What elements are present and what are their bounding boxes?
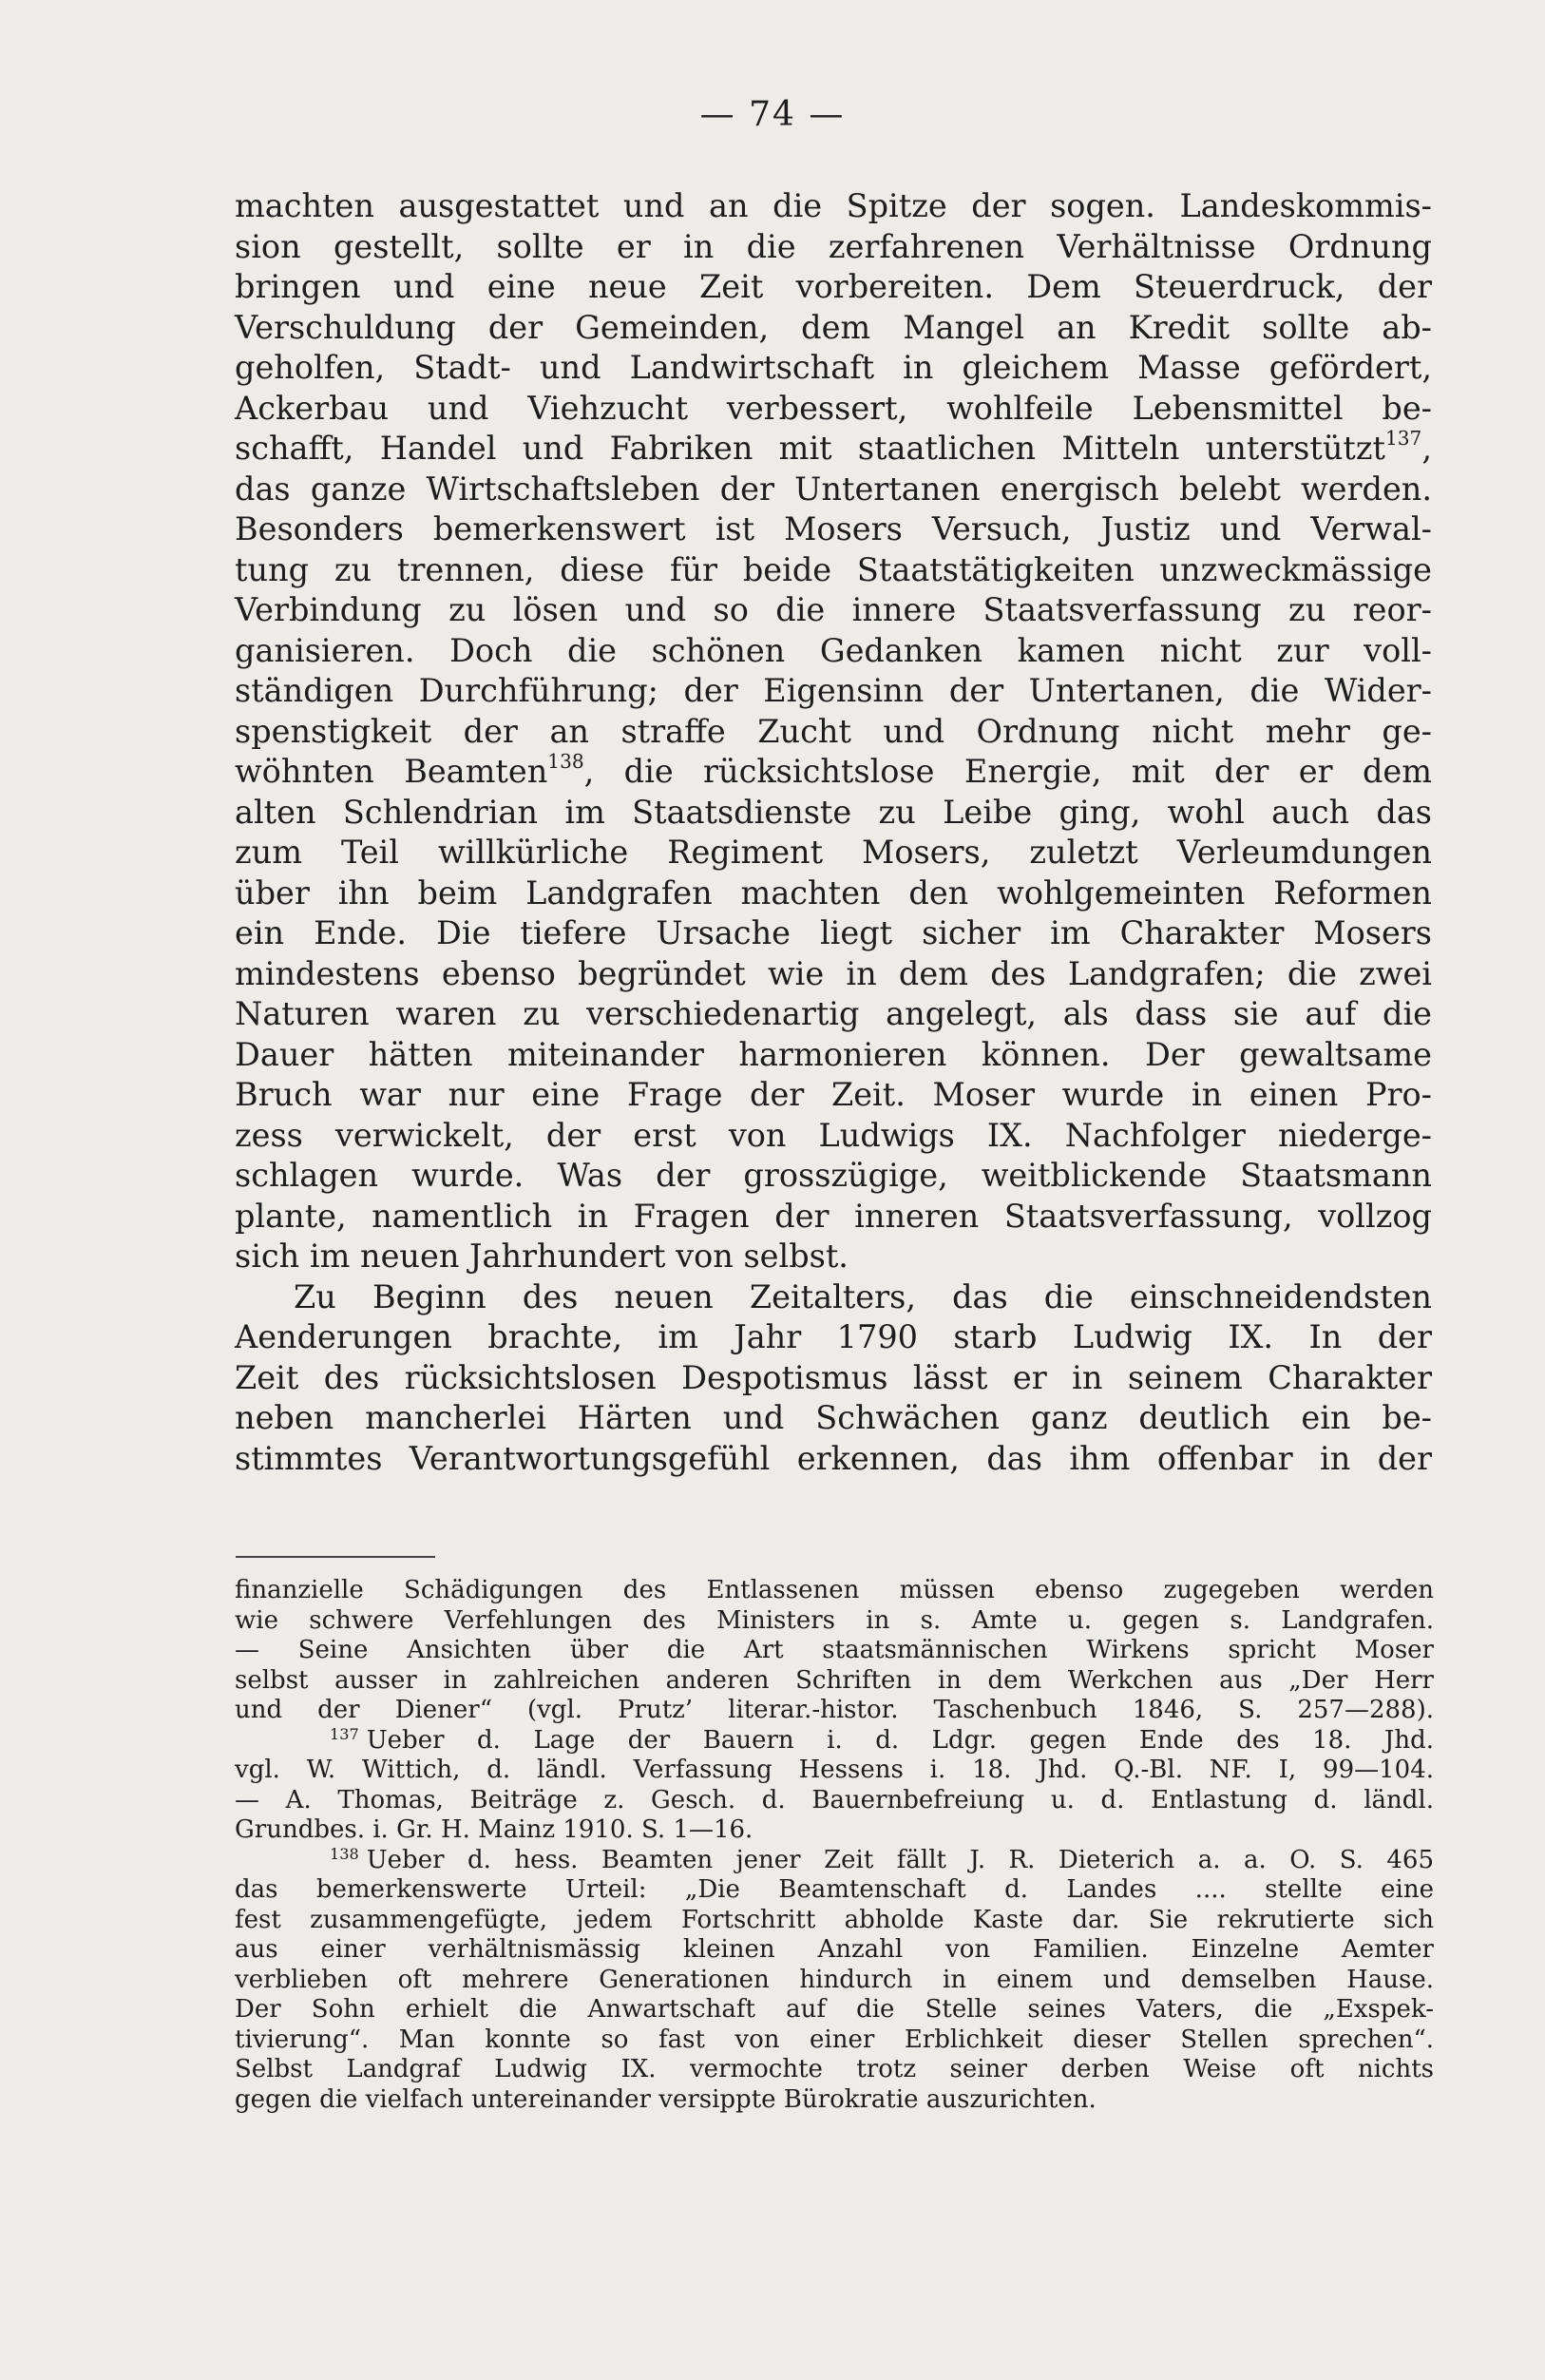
footnote-line: — Seine Ansichten über die Art staatsmännischen Wirkens spricht Moser xyxy=(235,1636,1434,1664)
text-line: machten ausgestattet und an die Spitze der sogen. Landeskommis- xyxy=(235,187,1432,224)
text-line: ganisieren. Doch die schönen Gedanken kamen nicht zur voll- xyxy=(235,631,1432,669)
footnote-line: wie schwere Verfehlungen des Ministers in s. Amte u. gegen s. Landgrafen. xyxy=(235,1605,1434,1635)
text-segment: Ueber d. Lage der Bauern i. d. Ldgr. gegen Ende des 18. Jhd. xyxy=(366,1725,1434,1755)
footnote-line: Grundbes. i. Gr. H. Mainz 1910. S. 1—16. xyxy=(235,1815,753,1844)
footnote-ref-137: 137 xyxy=(1384,426,1422,450)
text-line: plante, namentlich in Fragen der inneren Staatsverfassung, vollzog xyxy=(235,1197,1432,1235)
footnote-line xyxy=(235,1726,1434,1756)
text-line: Verschuldung der Gemeinden, dem Mangel an Kredit sollte ab- xyxy=(235,308,1432,346)
text-line: Naturen waren zu verschiedenartig angelegt, als dass sie auf die xyxy=(235,995,1432,1032)
footnote-line: tivierung“. Man konnte so fast von einer Erblichkeit dieser Stellen sprechen“. xyxy=(235,2025,1434,2054)
text-segment: wöhnten Beamten xyxy=(235,753,548,790)
footnote-line: Selbst Landgraf Ludwig IX. vermochte trotz seiner derben Weise oft nichts xyxy=(235,2055,1434,2083)
text-line: Zu Beginn des neuen Zeitalters, das die einschneidendsten xyxy=(294,1277,1432,1315)
footnote-line: selbst ausser in zahlreichen anderen Schriften in dem Werkchen aus „Der Herr xyxy=(235,1665,1434,1695)
text-line: Besonders bemerkenswert ist Mosers Versuch, Justiz und Verwal- xyxy=(235,510,1432,547)
text-line: spenstigkeit der an straffe Zucht und Ordnung nicht mehr ge- xyxy=(235,712,1432,750)
text-segment: , xyxy=(1421,430,1432,467)
text-line: sion gestellt, sollte er in die zerfahrenen Verhältnisse Ordnung xyxy=(235,227,1432,265)
text-line: schlagen wurde. Was der grosszügige, weitblickende Staatsmann xyxy=(235,1157,1432,1194)
footnote-line: vgl. W. Wittich, d. ländl. Verfassung Hessens i. 18. Jhd. Q.-Bl. NF. I, 99—104. xyxy=(235,1756,1434,1784)
text-line: geholfen, Stadt- und Landwirtschaft in gleichem Masse gefördert, xyxy=(235,349,1432,386)
text-line xyxy=(235,426,1432,470)
main-text xyxy=(235,186,1432,1479)
text-line: Verbindung zu lösen und so die innere Staatsverfassung zu reor- xyxy=(235,591,1432,628)
text-line: bringen und eine neue Zeit vorbereiten. Dem Steuerdruck, der xyxy=(235,268,1432,305)
text-line: das ganze Wirtschaftsleben der Untertanen energisch belebt werden. xyxy=(235,470,1432,508)
text-segment: , die rücksichtslose Energie, mit der er dem xyxy=(583,753,1432,790)
text-line: über ihn beim Landgrafen machten den wohlgemeinten Reformen xyxy=(235,873,1432,912)
footnote-ref-138: 138 xyxy=(547,749,584,773)
footnote-line: aus einer verhältnismässig kleinen Anzahl von Familien. Einzelne Aemter xyxy=(235,1935,1434,1964)
text-segment: Ueber d. hess. Beamten jener Zeit fällt J. R. Dieterich a. a. O. S. 465 xyxy=(366,1845,1434,1874)
footnote-line xyxy=(235,1846,1434,1876)
footnote-line: finanzielle Schädigungen des Entlassenen müssen ebenso zugegeben werden xyxy=(235,1576,1434,1604)
footnotes xyxy=(235,1576,1434,2115)
footnote-divider xyxy=(236,1556,435,1558)
text-line: alten Schlendrian im Staatsdienste zu Leibe ging, wohl auch das xyxy=(235,793,1432,831)
text-line: zum Teil willkürliche Regiment Mosers, zuletzt Verleumdungen xyxy=(235,834,1432,871)
text-segment: schafft, Handel und Fabriken mit staatlichen Mitteln unterstützt xyxy=(235,430,1385,467)
text-line: ständigen Durchführung; der Eigensinn der Untertanen, die Wider- xyxy=(235,672,1432,709)
text-line: mindestens ebenso begründet wie in dem des Landgrafen; die zwei xyxy=(235,954,1432,992)
text-line xyxy=(235,749,1432,793)
text-line: tung zu trennen, diese für beide Staatstätigkeiten unzweckmässige xyxy=(235,550,1432,588)
text-line: Ackerbau und Viehzucht verbessert, wohlfeile Lebensmittel be- xyxy=(235,389,1432,427)
footnote-line: fest zusammengefügte, jedem Fortschritt abholde Kaste dar. Sie rekrutierte sich xyxy=(235,1905,1434,1934)
text-line: Dauer hätten miteinander harmonieren können. Der gewaltsame xyxy=(235,1035,1432,1073)
footnote-line: — A. Thomas, Beiträge z. Gesch. d. Bauernbefreiung u. d. Entlastung d. ländl. xyxy=(235,1785,1434,1814)
text-line: Aenderungen brachte, im Jahr 1790 starb Ludwig IX. In der xyxy=(235,1318,1432,1355)
text-line: stimmtes Verantwortungsgefühl erkennen, das ihm offenbar in der xyxy=(235,1439,1432,1477)
text-line: Zeit des rücksichtslosen Despotismus lässt er in seinem Charakter xyxy=(235,1358,1432,1396)
text-line: zess verwickelt, der erst von Ludwigs IX. Nachfolger niederge- xyxy=(235,1116,1432,1154)
footnote-line: das bemerkenswerte Urteil: „Die Beamtenschaft d. Landes .... stellte eine xyxy=(235,1875,1434,1904)
text-line: ein Ende. Die tiefere Ursache liegt sicher im Charakter Mosers xyxy=(235,914,1432,951)
footnote-line: und der Diener“ (vgl. Prutz’ literar.-histor. Taschenbuch 1846, S. 257—288). xyxy=(235,1696,1434,1724)
footnote-number-137: 137 xyxy=(330,1724,359,1743)
footnote-line: gegen die vielfach untereinander versippte Bürokratie auszurichten. xyxy=(235,2084,1097,2114)
text-line: Bruch war nur eine Frage der Zeit. Moser wurde in einen Pro- xyxy=(235,1076,1432,1113)
text-line: neben mancherlei Härten und Schwächen ganz deutlich ein be- xyxy=(235,1399,1432,1436)
footnote-number-138: 138 xyxy=(330,1844,359,1863)
page-number: — 74 — xyxy=(699,95,846,134)
text-line: sich im neuen Jahrhundert von selbst. xyxy=(235,1238,849,1275)
footnote-line: verblieben oft mehrere Generationen hindurch in einem und demselben Hause. xyxy=(235,1965,1434,1994)
footnote-line: Der Sohn erhielt die Anwartschaft auf die Stelle seines Vaters, die „Exspek- xyxy=(235,1995,1434,2024)
